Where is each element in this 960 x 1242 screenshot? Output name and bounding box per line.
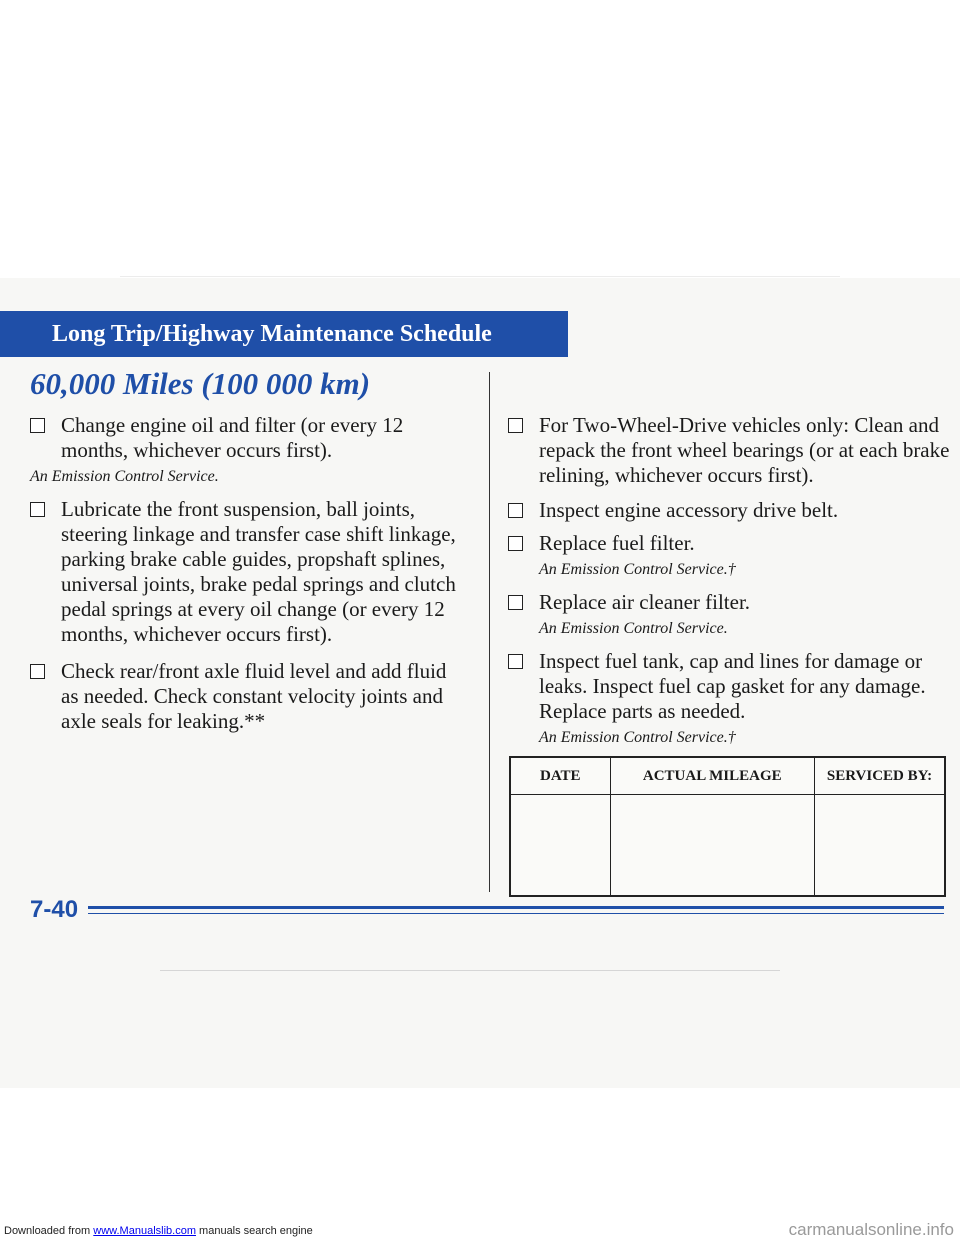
manualslib-link[interactable]: www.Manualslib.com bbox=[93, 1225, 196, 1237]
checklist-item bbox=[30, 659, 460, 734]
checklist-item-text: Replace air cleaner filter. bbox=[539, 590, 751, 614]
watermark: carmanualsonline.info bbox=[788, 1220, 954, 1239]
download-suffix: manuals search engine bbox=[199, 1225, 313, 1237]
page-bottom-edge bbox=[160, 970, 780, 971]
column-header-actual-mileage: ACTUAL MILEAGE bbox=[610, 757, 814, 795]
checklist-item-text: Check rear/front axle fluid level and add fluid as needed. Check constant velocity joints and axle seals for leaking.** bbox=[61, 659, 447, 733]
checklist-item bbox=[508, 413, 953, 488]
right-column bbox=[508, 413, 953, 758]
actual-mileage-cell[interactable] bbox=[610, 795, 814, 897]
checklist-item-text: Lubricate the front suspension, ball joints, steering linkage and transfer case shift linkage, parking brake cable guides, propshaft splines, universal joints, brake pedal springs and clutch pedal springs at every oil change (or every 12 months, whichever occurs first). bbox=[61, 497, 456, 646]
top-page-edge bbox=[120, 276, 840, 277]
page-number: 7-40 bbox=[30, 896, 79, 923]
service-log-table bbox=[509, 756, 946, 897]
checklist-item-text: Inspect engine accessory drive belt. bbox=[539, 498, 839, 522]
section-title: 60,000 Miles (100 000 km) bbox=[30, 366, 371, 401]
serviced-by-cell[interactable] bbox=[814, 795, 945, 897]
checkbox-icon[interactable] bbox=[30, 664, 45, 679]
column-header-serviced-by: SERVICED BY: bbox=[814, 757, 945, 795]
emission-note: An Emission Control Service.† bbox=[539, 729, 736, 746]
checklist-item bbox=[508, 498, 953, 523]
left-column bbox=[30, 413, 460, 738]
checkbox-icon[interactable] bbox=[508, 654, 523, 669]
checkbox-icon[interactable] bbox=[508, 503, 523, 518]
checkbox-icon[interactable] bbox=[30, 418, 45, 433]
checkbox-icon[interactable] bbox=[30, 502, 45, 517]
emission-note: An Emission Control Service. bbox=[30, 468, 219, 485]
date-cell[interactable] bbox=[510, 795, 610, 897]
schedule-header-band: Long Trip/Highway Maintenance Schedule bbox=[0, 311, 568, 357]
checklist-item bbox=[508, 649, 953, 724]
checklist-item bbox=[30, 413, 460, 463]
download-notice bbox=[4, 1225, 313, 1237]
checkbox-icon[interactable] bbox=[508, 418, 523, 433]
checklist-item-text: Change engine oil and filter (or every 12 months, whichever occurs first). bbox=[61, 413, 404, 462]
checkbox-icon[interactable] bbox=[508, 536, 523, 551]
checklist-item bbox=[508, 590, 953, 615]
column-header-date: DATE bbox=[510, 757, 610, 795]
checkbox-icon[interactable] bbox=[508, 595, 523, 610]
checklist-item-text: Inspect fuel tank, cap and lines for damage or leaks. Inspect fuel cap gasket for any damage. Replace parts as needed. bbox=[539, 649, 926, 723]
emission-note: An Emission Control Service.† bbox=[539, 561, 736, 578]
emission-note: An Emission Control Service. bbox=[539, 620, 728, 637]
checklist-item bbox=[508, 531, 953, 556]
footer-rule-thick bbox=[88, 906, 944, 909]
footer-rule-thin bbox=[88, 913, 944, 914]
checklist-item-text: Replace fuel filter. bbox=[539, 531, 695, 555]
download-prefix: Downloaded from bbox=[4, 1225, 91, 1237]
checklist-item bbox=[30, 497, 460, 647]
column-divider bbox=[489, 372, 490, 892]
checklist-item-text: For Two-Wheel-Drive vehicles only: Clean and repack the front wheel bearings (or at each brake relining, whichever occurs first). bbox=[539, 413, 950, 487]
